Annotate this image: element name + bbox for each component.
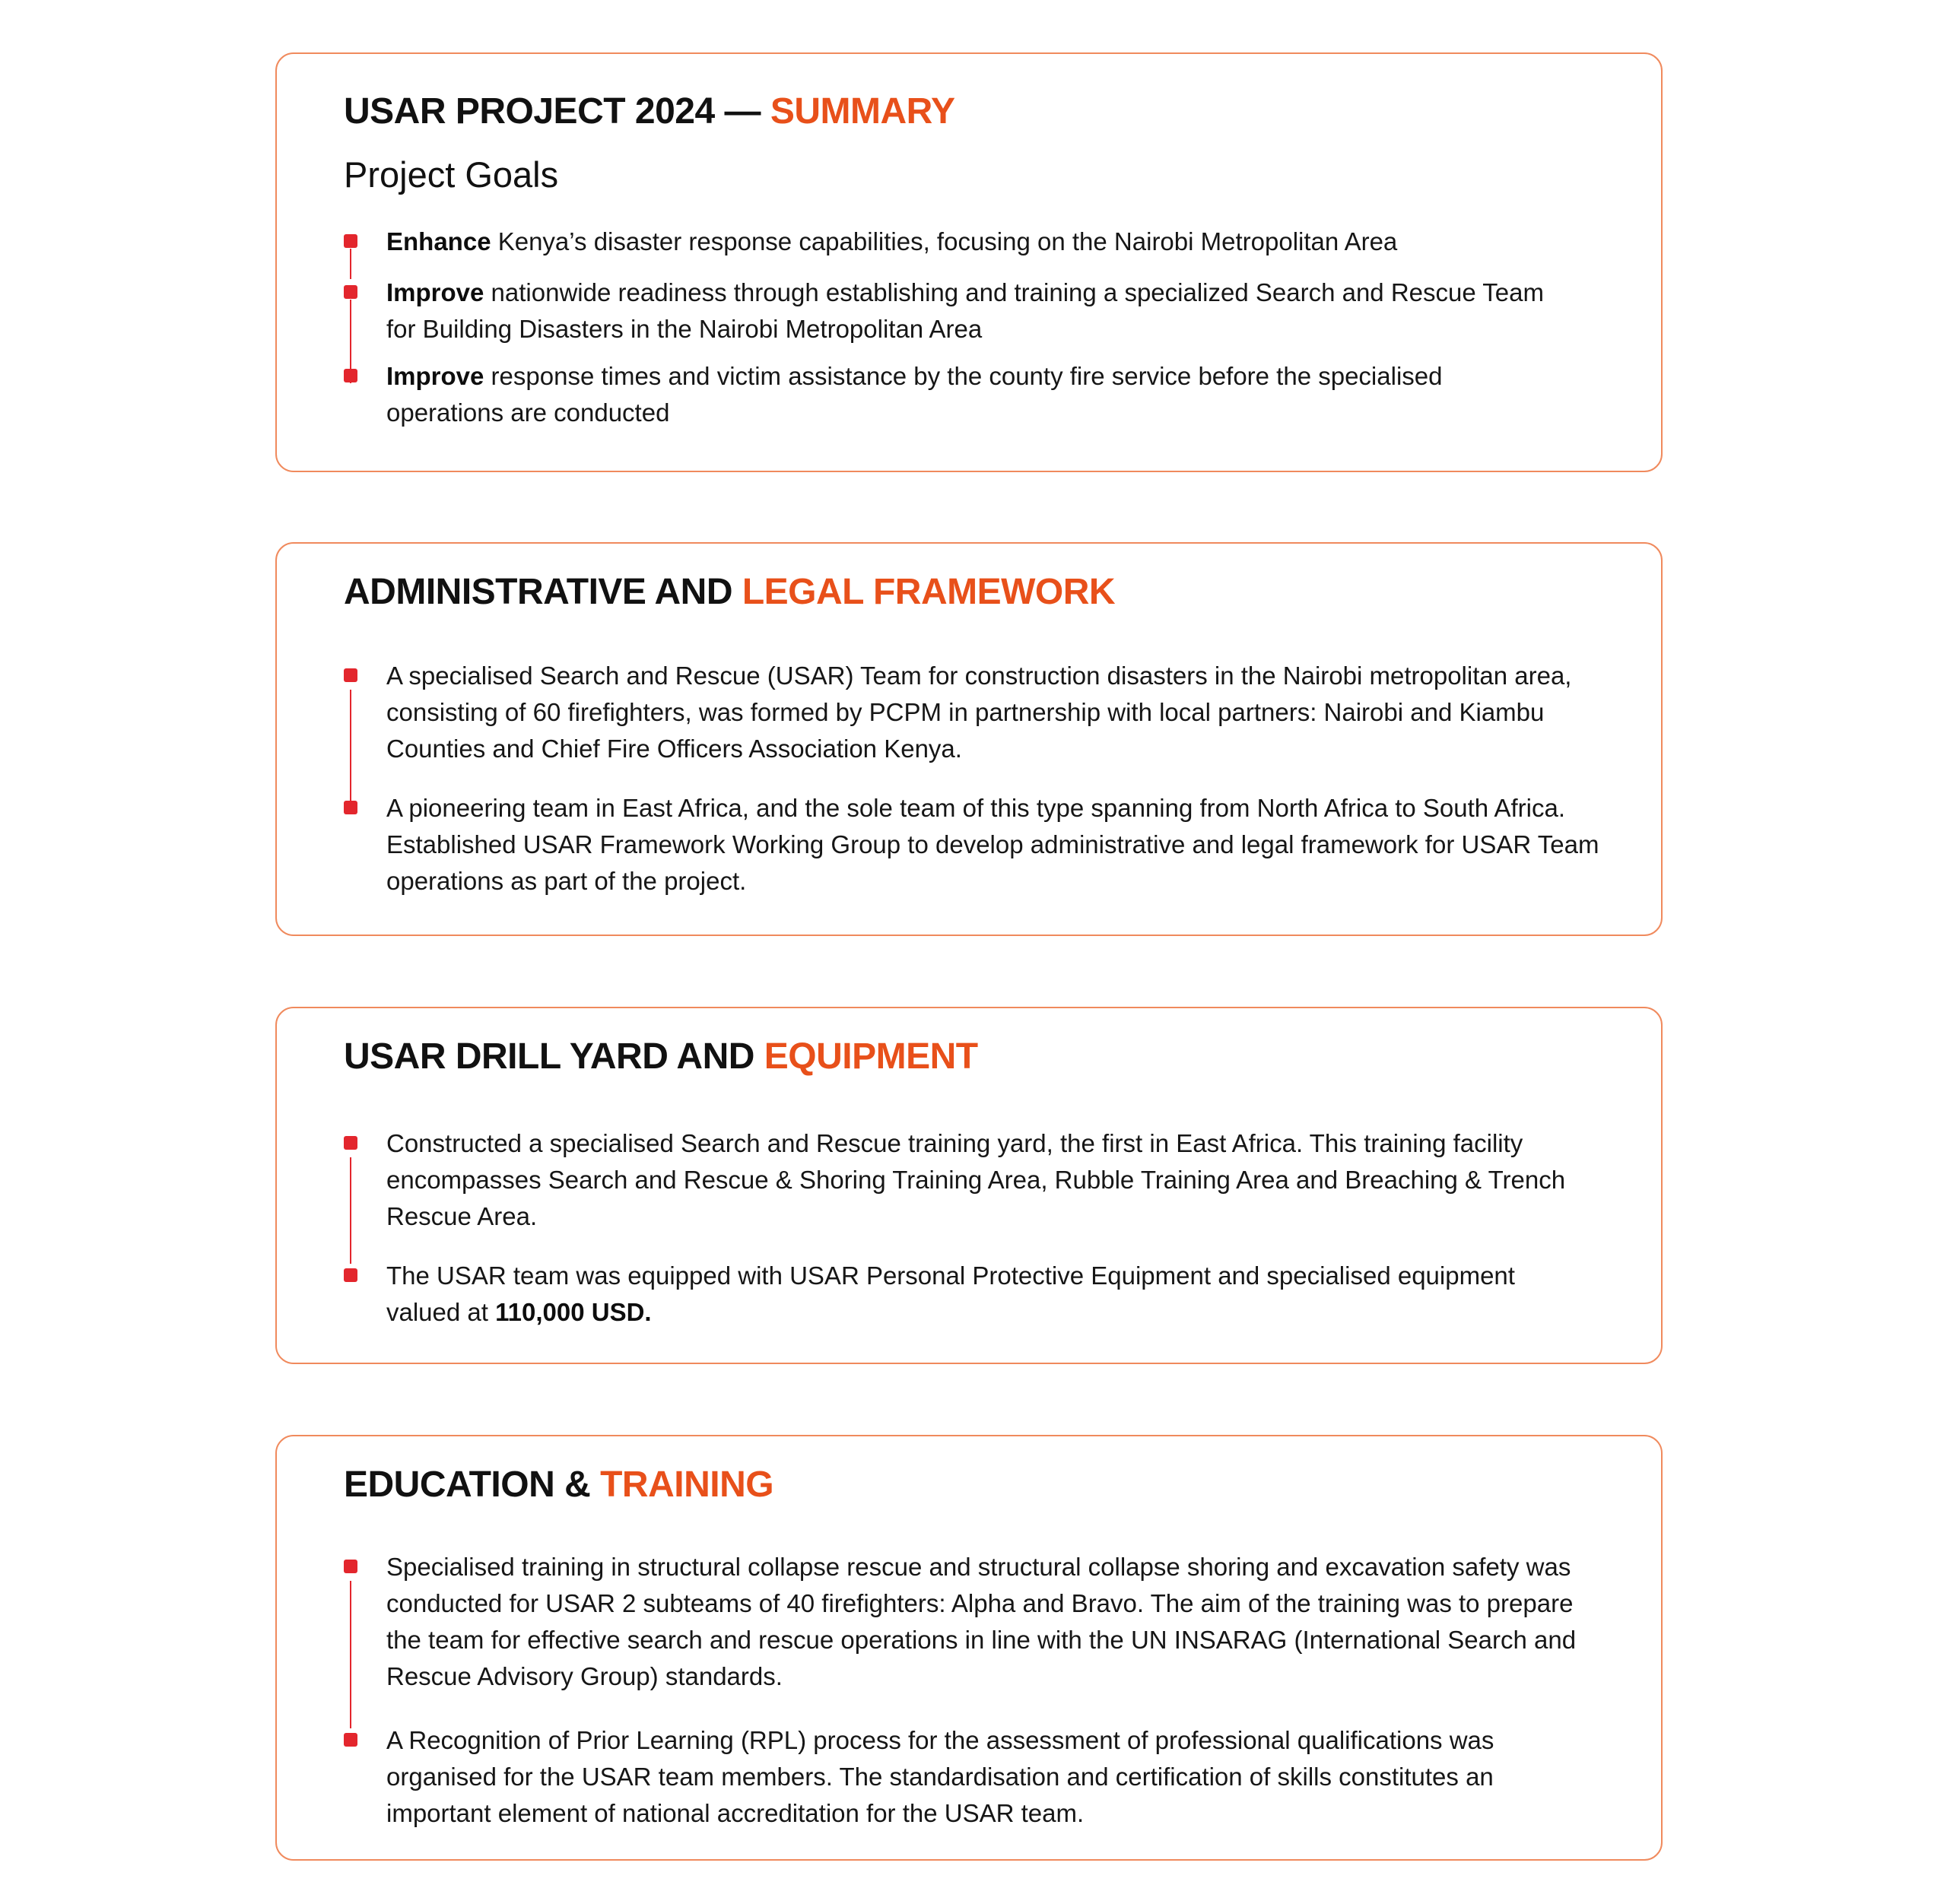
legal-framework-card [275, 542, 1663, 936]
legal-framework-title [344, 571, 1115, 613]
legal-framework-text: A pioneering team in East Africa, and the sole team of this type spanning from North Africa to South Africa. Established USAR Framework Working Group to develop administrative and legal framework for USAR Team operations as part of the project. [386, 794, 1599, 895]
bullet-marker-icon [344, 1733, 357, 1747]
bullet-marker-icon [344, 1136, 357, 1150]
bullet-marker-icon [344, 801, 357, 814]
goal-lead: Enhance [386, 227, 491, 255]
drill-yard-card [275, 1007, 1663, 1364]
summary-card [275, 52, 1663, 472]
bullet-connector-line [350, 690, 351, 802]
drill-yard-title-main: USAR DRILL YARD AND [344, 1036, 764, 1077]
education-training-title-main: EDUCATION & [344, 1464, 601, 1505]
summary-title-accent: SUMMARY [770, 91, 955, 132]
bullet-connector-line [350, 249, 351, 279]
bullet-connector-line [350, 1581, 351, 1728]
education-training-text: Specialised training in structural collapse rescue and structural collapse shoring and excavation safety was conducted for USAR 2 subteams of 40 firefighters: Alpha and Bravo. The aim of the training was to prepare the team for effective search and rescue operations in line with the UN INSARAG (International Search and Rescue Advisory Group) standards. [386, 1553, 1577, 1690]
legal-framework-text: A specialised Search and Rescue (USAR) Team for construction disasters in the Nairobi metropolitan area, consisting of 60 firefighters, was formed by PCPM in partnership with local partners: Nairobi and Kiambu Counties and Chief Fire Officers Association Kenya. [386, 662, 1572, 763]
bullet-marker-icon [344, 1268, 357, 1282]
goal-lead: Improve [386, 362, 484, 390]
bullet-marker-icon [344, 234, 357, 248]
goal-text: Improve nationwide readiness through establishing and training a specialized Search and Rescue Team for Building Disasters in the Nairobi Metropolitan Area [386, 278, 1544, 343]
drill-yard-text: Constructed a specialised Search and Rescue training yard, the first in East Africa. This training facility encompasses Search and Rescue & Shoring Training Area, Rubble Training Area and Breaching & Trench Rescue Area. [386, 1129, 1566, 1230]
legal-framework-title-main: ADMINISTRATIVE AND [344, 572, 742, 612]
education-training-text: A Recognition of Prior Learning (RPL) process for the assessment of professional qualifications was organised for the USAR team members. The standardisation and certification of skills constitutes an important element of national accreditation for the USAR team. [386, 1726, 1494, 1827]
drill-yard-title [344, 1036, 978, 1077]
bullet-marker-icon [344, 285, 357, 299]
bullet-marker-icon [344, 668, 357, 682]
project-goals-subtitle: Project Goals [344, 154, 559, 195]
bullet-connector-line [350, 1157, 351, 1264]
goal-lead: Improve [386, 278, 484, 306]
drill-yard-title-accent: EQUIPMENT [764, 1036, 978, 1077]
education-training-title-accent: TRAINING [600, 1464, 774, 1505]
drill-yard-text: The USAR team was equipped with USAR Personal Protective Equipment and specialised equipment valued at 110,000 USD. [386, 1261, 1515, 1326]
summary-title-main: USAR PROJECT 2024 — [344, 91, 770, 132]
goal-text: Improve response times and victim assistance by the county fire service before the specialised operations are conducted [386, 362, 1443, 427]
education-training-title [344, 1464, 773, 1506]
education-training-card [275, 1435, 1663, 1861]
bullet-marker-icon [344, 369, 357, 382]
summary-title [344, 90, 955, 132]
goal-text: Enhance Kenya’s disaster response capabilities, focusing on the Nairobi Metropolitan Area [386, 227, 1398, 255]
bullet-marker-icon [344, 1560, 357, 1573]
legal-framework-title-accent: LEGAL FRAMEWORK [742, 572, 1116, 612]
equipment-value: 110,000 USD. [495, 1298, 652, 1326]
